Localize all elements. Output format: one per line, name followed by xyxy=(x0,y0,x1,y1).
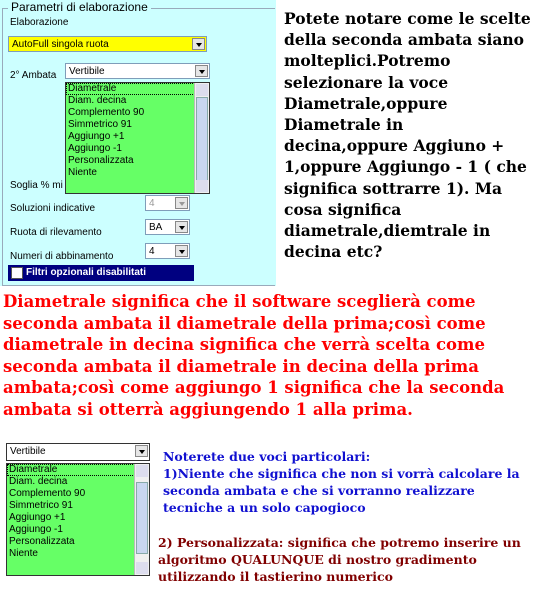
soluzioni-select[interactable] xyxy=(145,195,190,211)
dropdown-scrollbar[interactable] xyxy=(194,83,209,193)
filters-checkbox[interactable] xyxy=(11,267,23,279)
second-dropdown-list[interactable] xyxy=(6,463,150,576)
personalizzata-explanation: 2) Personalizzata: significa che potremo inserire un algoritmo QUALUNQUE di nostro gradimento utilizzando il tastierino numerico xyxy=(158,535,521,584)
intro-note: Potete notare come le scelte della seconda ambata siano molteplici.Potremo selezionare la voce Diametrale,oppure Diametrale in decina,oppure Aggiuno + 1,oppure Aggiungo - 1 ( che significa sottrarre 1). Ma cosa significa diametrale,diemtrale in decina etc? xyxy=(284,9,531,262)
list-item[interactable]: Diam. decina xyxy=(68,95,127,106)
list-item[interactable]: Complemento 90 xyxy=(9,488,86,499)
numeri-select[interactable] xyxy=(145,243,190,259)
scroll-up-icon[interactable] xyxy=(136,465,148,477)
ruota-select[interactable] xyxy=(145,219,190,235)
soluzioni-label: Soluzioni indicative xyxy=(10,203,96,214)
scroll-down-icon[interactable] xyxy=(196,180,208,192)
ambata-dropdown-list[interactable] xyxy=(65,82,210,194)
scroll-down-icon[interactable] xyxy=(136,562,148,574)
list-item[interactable]: Niente xyxy=(9,548,38,559)
settings-panel xyxy=(0,0,276,286)
ambata-value: Vertibile xyxy=(69,66,105,77)
ambata-label: 2° Ambata xyxy=(10,70,57,81)
list-item[interactable]: Niente xyxy=(68,167,97,178)
soglia-label: Soglia % mi xyxy=(10,180,63,191)
filters-toggle[interactable] xyxy=(8,265,194,281)
list-item[interactable]: Personalizzata xyxy=(68,155,134,166)
chevron-down-icon[interactable] xyxy=(175,221,188,233)
numeri-label: Numeri di abbinamento xyxy=(10,251,114,262)
elaborazione-label: Elaborazione xyxy=(10,17,69,28)
list-item[interactable]: Aggiungo -1 xyxy=(9,524,63,535)
numeri-value: 4 xyxy=(149,246,155,257)
diametrale-explanation: Diametrale significa che il software sceglierà come seconda ambata il diametrale della prima;così come diametrale in decina significa che verrà scelta come seconda ambata il diametrale in decina della prima ambata;così come aggiungo 1 significa che la seconda ambata si otterrà aggiungendo 1 alla prima. xyxy=(3,292,505,419)
list-item[interactable]: Complemento 90 xyxy=(68,107,145,118)
ruota-label: Ruota di rilevamento xyxy=(10,227,102,238)
group-title: Parametri di elaborazione xyxy=(8,0,151,14)
list-item[interactable]: Aggiungo +1 xyxy=(9,512,66,523)
list-item[interactable]: Simmetrico 91 xyxy=(9,500,73,511)
chevron-down-icon[interactable] xyxy=(192,38,205,50)
elaborazione-select[interactable] xyxy=(8,36,207,52)
list-item[interactable]: Personalizzata xyxy=(9,536,75,547)
dropdown-scrollbar[interactable] xyxy=(134,464,149,575)
list-item[interactable]: Diametrale xyxy=(7,464,149,476)
ruota-value: BA xyxy=(149,222,163,233)
second-ambata-value: Vertibile xyxy=(10,446,46,457)
filters-label: Filtri opzionali disabilitati xyxy=(26,267,147,278)
chevron-down-icon[interactable] xyxy=(175,197,188,209)
chevron-down-icon[interactable] xyxy=(195,65,208,77)
elaborazione-value: AutoFull singola ruota xyxy=(12,39,109,50)
list-item[interactable]: Aggiungo -1 xyxy=(68,143,122,154)
list-item[interactable]: Diam. decina xyxy=(9,476,68,487)
scroll-up-icon[interactable] xyxy=(196,84,208,96)
niente-explanation: 1)Niente che significa che non si vorrà calcolare la seconda ambata e che si vorranno realizzare tecniche a un solo capogioco xyxy=(163,466,520,515)
special-items-title: Noterete due voci particolari: xyxy=(163,449,371,464)
second-ambata-select[interactable] xyxy=(6,443,150,461)
chevron-down-icon[interactable] xyxy=(135,445,148,457)
scroll-thumb[interactable] xyxy=(136,482,148,554)
chevron-down-icon[interactable] xyxy=(175,245,188,257)
list-item[interactable]: Simmetrico 91 xyxy=(68,119,132,130)
list-item[interactable]: Diametrale xyxy=(66,83,209,95)
scroll-thumb[interactable] xyxy=(196,97,208,181)
special-items-note xyxy=(163,448,533,516)
list-item[interactable]: Aggiungo +1 xyxy=(68,131,125,142)
ambata-select[interactable] xyxy=(65,63,210,79)
soluzioni-value: 4 xyxy=(149,198,155,209)
